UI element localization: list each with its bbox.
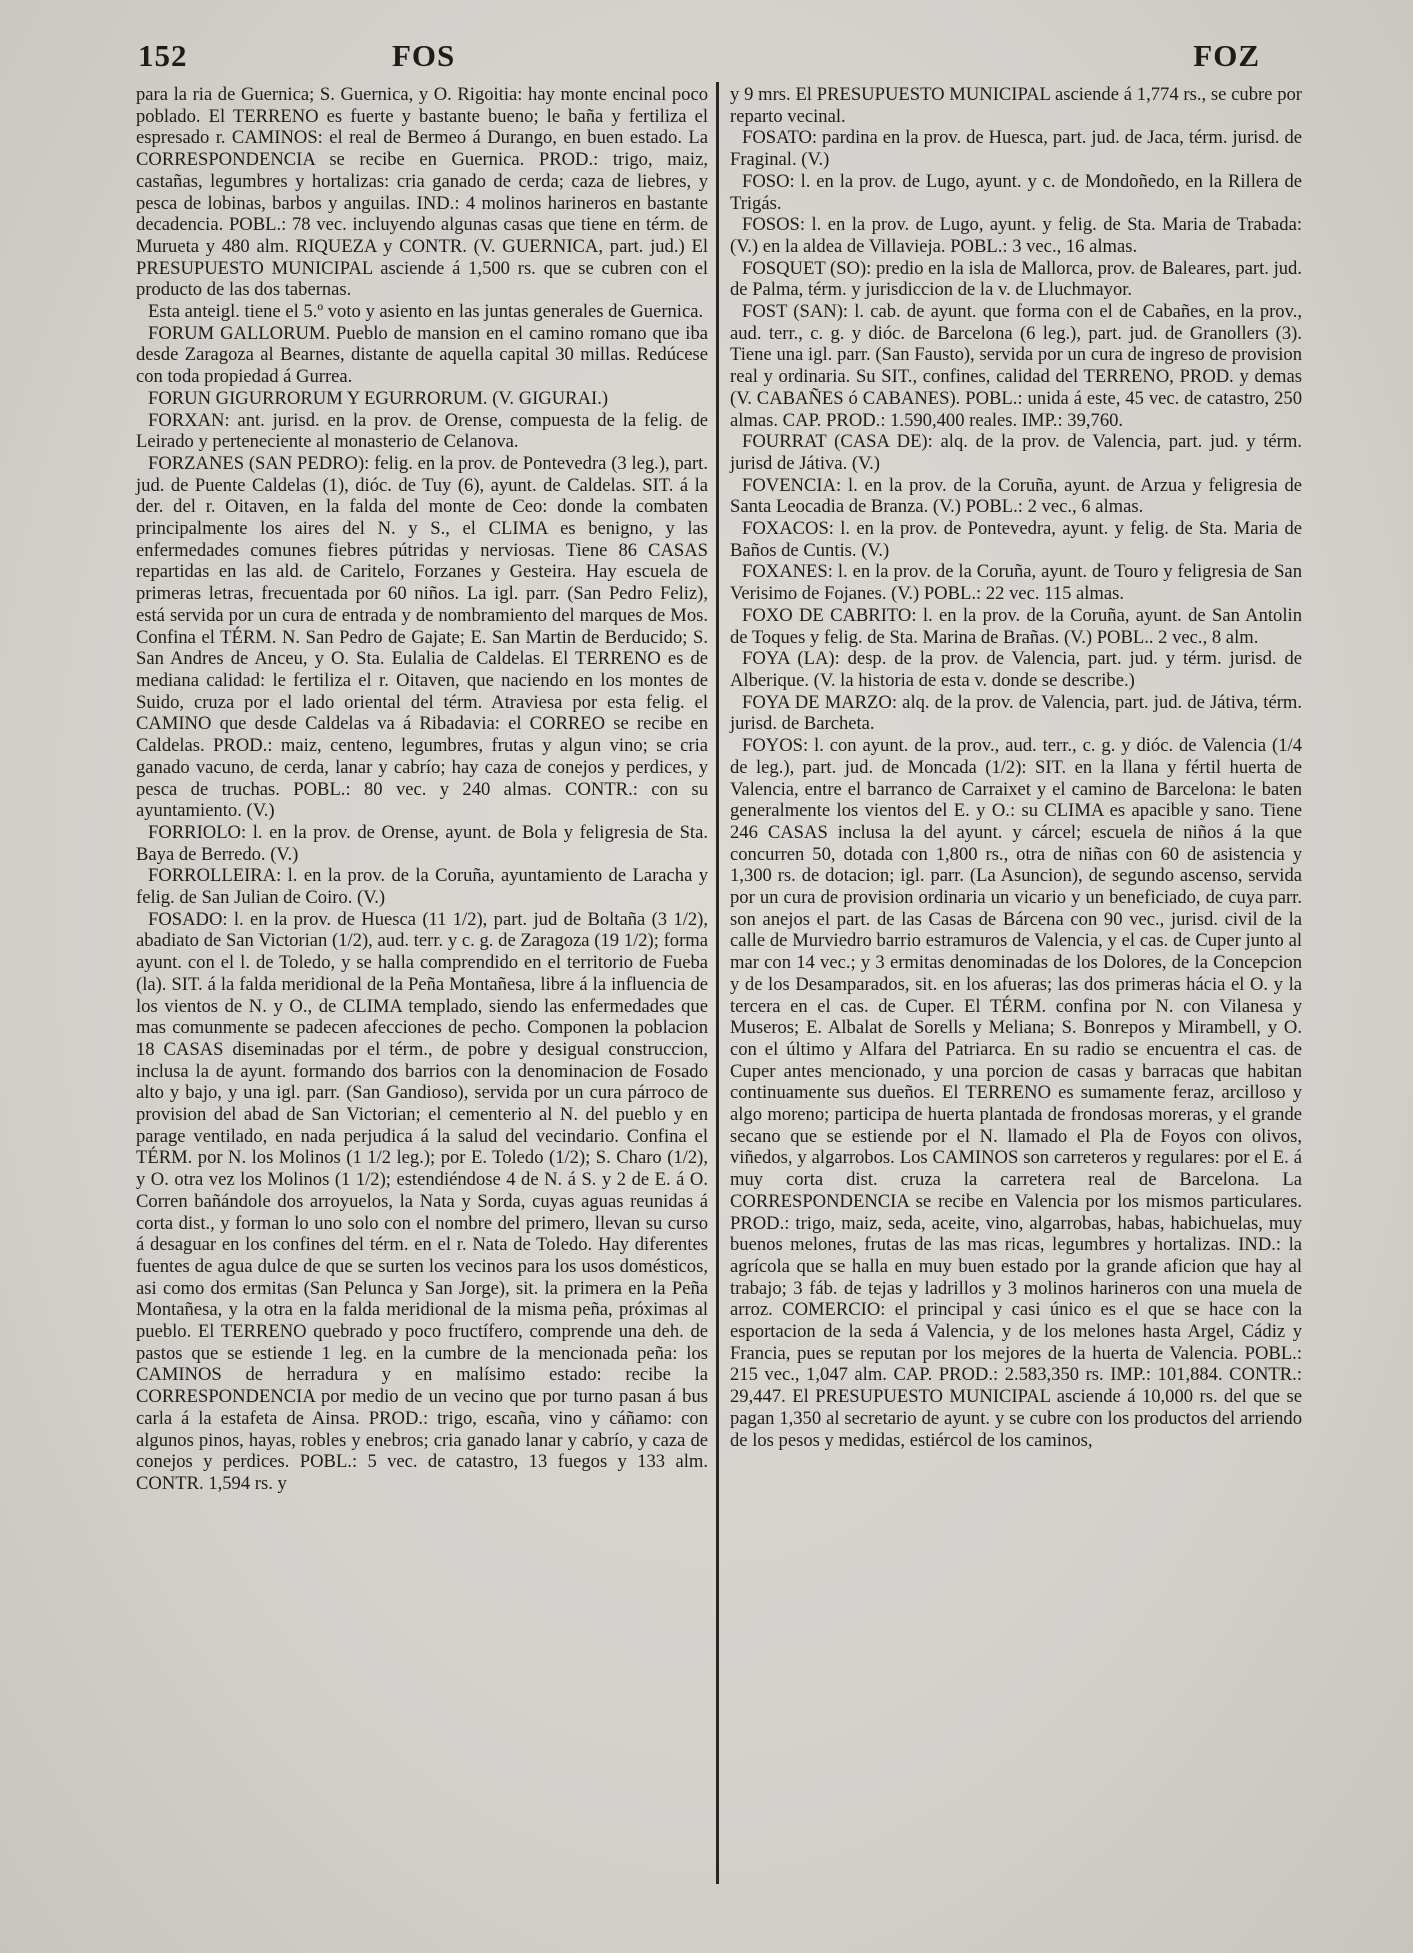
- entry-forriolo: FORRIOLO: l. en la prov. de Orense, ayunt. de Bola y feligresia de Sta. Baya de Berredo. (V.): [136, 821, 708, 865]
- entry-foya: FOYA (LA): desp. de la prov. de Valencia, part. jud. y térm. jurisd. de Alberique. (V. la historia de esta v. donde se describe.): [730, 648, 1302, 691]
- entry-fosquet: FOSQUET (SO): predio en la isla de Mallorca, prov. de Baleares, part. jud. de Palma, térm. y jurisdiccion de la v. de Lluchmayor.: [730, 257, 1302, 301]
- entry-forxan: FORXAN: ant. jurisd. en la prov. de Orense, compuesta de la felig. de Leirado y perteneciente al monasterio de Celanova.: [136, 409, 708, 453]
- entry-forun-gigurrorum: FORUN GIGURRORUM Y EGURRORUM. (V. GIGURAI.): [148, 387, 609, 409]
- entry-foyos: FOYOS: l. con ayunt. de la prov., aud. terr., c. g. y dióc. de Valencia (1/4 de leg.), part. jud. de Moncada (1/2): SIT. en la llana y fértil huerta de Valencia, entre el barranco de Carraixet y el camino de Barcelona: le baten generalmente los vientos del E. y O.: su CLIMA es apacible y sano. Tiene 246 CASAS inclusa la del ayunt. y cárcel; escuela de niños á la que concurren 50, dotada con 1,800 rs., otra de niñas con 60 de asistencia y 1,300 rs. de dotacion; igl. parr. (La Asuncion), de segundo ascenso, servida por un cura de provision ordinaria un vicario y un beneficiado, de cuya parr. son anejos el part. de las Casas de Bárcena con 90 vec., jurisd. civil de la calle de Murviedro barrio estramuros de Valencia, y el cas. de Cuper junto al mar con 14 vec.; y 3 ermitas denominadas de los Dolores, de la Concepcion y de los Desamparados, sit. en los afueras; las dos primeras hácia el O. y la tercera en el cas. de Cuper. El TÉRM. confina por N. con Vilanesa y Museros; E. Albalat de Sorells y Meliana; S. Bonrepos y Mirambell, y O. con el último y Alfara del Patriarca. En su radio se encuentra el cas. de Cuper antes mencionado, y una porcion de casas y barracas que habitan continuamente sus dueños. El TERRENO es sumamente feraz, arcilloso y algo moreno; participa de huerta plantada de frondosas moreras, y el grande secano que se estiende por el N. llamado el Pla de Foyos con olivos, viñedos, y algarrobos. Los CAMINOS son carreteros y regulares: por el E. á muy corta dist. cruza la carretera real de Barcelona. La CORRESPONDENCIA se recibe en Valencia por los mismos particulares. PROD.: trigo, maiz, seda, aceite, vino, algarrobas, habas, habichuelas, muy buenos melones, frutas de las mas ricas, legumbres y hortalizas. IND.: la agrícola que se halla en muy buen estado por la grande aficion que hay al trabajo; 3 fáb. de tejas y ladrillos y 3 molinos harineros con una muela de arroz. COMERCIO: el principal y casi único es el que se hace con la esportacion de la seda á Valencia, y de los melones hasta Argel, Cádiz y Francia, pues se reputan por los mejores de la huerta de Valencia. POBL.: 215 vec., 1,047 alm. CAP. PROD.: 2.583,350 rs. IMP.: 101,884. CONTR.: 29,447. El PRESUPUESTO MUNICIPAL asciende á 10,000 rs. del que se pagan 1,350 al secretario de ayunt. y se cubre con los productos del arriendo de los pesos y medidas, estiércol de los caminos,: [730, 735, 1302, 1451]
- right-running-heading: FOZ: [1193, 38, 1260, 73]
- entry-foxanes: FOXANES: l. en la prov. de la Coruña, ayunt. de Touro y feligresia de San Verisimo de Fojanes. (V.) POBL.: 22 vec. 115 almas.: [730, 561, 1302, 605]
- entry-foxo-de-cabrito: FOXO DE CABRITO: l. en la prov. de la Coruña, ayunt. de San Antolin de Toques y felig. de Sta. Marina de Brañas. (V.) POBL.. 2 vec., 8 alm.: [730, 604, 1302, 648]
- entry-fosos: FOSOS: l. en la prov. de Lugo, ayunt. y felig. de Sta. Maria de Trabada: (V.) en la aldea de Villavieja. POBL.: 3 vec., 16 almas.: [730, 214, 1302, 257]
- paragraph: Esta anteigl. tiene el 5.º voto y asiento en las juntas generales de Guernica.: [148, 301, 704, 323]
- entry-fovencia: FOVENCIA: l. en la prov. de la Coruña, ayunt. de Arzua y feligresia de Santa Leocadia de Branza. (V.) POBL.: 2 vec., 6 almas.: [730, 474, 1302, 518]
- entry-foso: FOSO: l. en la prov. de Lugo, ayunt. y c. de Mondoñedo, en la Rillera de Trigás.: [730, 170, 1302, 214]
- column-divider: [716, 82, 719, 1884]
- entry-fourrat: FOURRAT (CASA DE): alq. de la prov. de Valencia, part. jud. y térm. jurisd de Játiva. (V.): [730, 431, 1302, 474]
- right-column: [730, 84, 1302, 1451]
- entry-forzanes: FORZANES (SAN PEDRO): felig. en la prov. de Pontevedra (3 leg.), part. jud. de Puente Caldelas (1), dióc. de Tuy (6), ayunt. de Caldelas. SIT. á la der. del r. Oitaven, en la falda del monte de Ceo: donde la combaten principalmente los aires del N. y S., el CLIMA es benigno, y las enfermedades comunes fiebres pútridas y nerviosas. Tiene 86 CASAS repartidas en las ald. de Caritelo, Forzanes y Gesteira. Hay escuela de primeras letras, frecuentada por 60 niños. La igl. parr. (San Pedro Feliz), está servida por un cura de entrada y de nombramiento del marques de Mos. Confina el TÉRM. N. San Pedro de Gajate; E. San Martin de Berducido; S. San Andres de Anceu, y O. Sta. Eulalia de Caldelas. El TERRENO es de mediana calidad: le fertiliza el r. Oitaven, que naciendo en los montes de Suido, cruza por el lado oriental del térm. Atraviesa por esta felig. el CAMINO que desde Caldelas va á Ribadavia: el CORREO se recibe en Caldelas. PROD.: maiz, centeno, legumbres, frutas y algun vino; se cria ganado vacuno, de cerda, lanar y cabrío; hay caza de conejos y perdices, y pesca de truchas. POBL.: 80 vec. y 240 almas. CONTR.: con su ayuntamiento. (V.): [136, 452, 708, 822]
- page-header: [130, 38, 1290, 84]
- paragraph: y 9 mrs. El PRESUPUESTO MUNICIPAL asciende á 1,774 rs., se cubre por reparto vecinal.: [730, 84, 1302, 127]
- entry-foya-de-marzo: FOYA DE MARZO: alq. de la prov. de Valencia, part. jud. de Játiva, térm. jurisd. de Barcheta.: [730, 691, 1302, 735]
- entry-forrolleira: FORROLLEIRA: l. en la prov. de la Coruña, ayuntamiento de Laracha y felig. de San Julian de Coiro. (V.): [136, 865, 708, 909]
- left-column: [136, 84, 708, 1495]
- entry-fosato: FOSATO: pardina en la prov. de Huesca, part. jud. de Jaca, térm. jurisd. de Fraginal. (V.): [730, 127, 1302, 171]
- entry-forum-gallorum: FORUM GALLORUM. Pueblo de mansion en el camino romano que iba desde Zaragoza al Bearnes, distante de aquella capital 30 millas. Redúcese con toda propiedad á Gurrea.: [136, 322, 708, 388]
- entry-fost: FOST (SAN): l. cab. de ayunt. que forma con el de Cabañes, en la prov., aud. terr., c. g. y dióc. de Barcelona (6 leg.), part. jud. de Granollers (3). Tiene una igl. parr. (San Fausto), servida por un cura de ingreso de provision real y ordinaria. Su SIT., confines, calidad del TERRENO, PROD. y demas (V. CABAÑES ó CABANES). POBL.: unida á este, 45 vec. de catastro, 250 almas. CAP. PROD.: 1.590,400 reales. IMP.: 39,760.: [730, 301, 1302, 431]
- page-number: 152: [138, 38, 188, 73]
- entry-foxacos: FOXACOS: l. en la prov. de Pontevedra, ayunt. y felig. de Sta. Maria de Baños de Cuntis. (V.): [730, 518, 1302, 561]
- paragraph: para la ria de Guernica; S. Guernica, y O. Rigoitia: hay monte encinal poco poblado. El TERRENO es fuerte y bastante bueno; le baña y fertiliza el espresado r. CAMINOS: el real de Bermeo á Durango, en buen estado. La CORRESPONDENCIA se recibe en Guernica. PROD.: trigo, maiz, castañas, legumbres y hortalizas: cria ganado de cerda; caza de liebres, y pesca de lobinas, barbos y anguilas. IND.: 4 molinos harineros en bastante decadencia. POBL.: 78 vec. incluyendo algunas casas que tiene en térm. de Murueta y 480 alm. RIQUEZA y CONTR. (V. GUERNICA, part. jud.) El PRESUPUESTO MUNICIPAL asciende á 1,500 rs. que se cubren con el producto de las dos tabernas.: [136, 84, 708, 301]
- left-running-heading: FOS: [392, 38, 456, 73]
- entry-fosado: FOSADO: l. en la prov. de Huesca (11 1/2), part. jud de Boltaña (3 1/2), abadiato de San Victorian (1/2), aud. terr. y c. g. de Zaragoza (19 1/2); forma ayunt. con el l. de Toledo, y se halla comprendido en el territorio de Fueba (la). SIT. á la falda meridional de la Peña Montañesa, libre á la influencia de los vientos de N. y O., de CLIMA templado, siendo las enfermedades que mas comunmente se padecen afecciones de pecho. Componen la poblacion 18 CASAS diseminadas por el térm., de pobre y desigual construccion, inclusa la de ayunt. formando dos barrios con la denominacion de Fosado alto y bajo, y una igl. parr. (San Gandioso), servida por un cura párroco de provision del abad de San Victorian; el cementerio al N. del pueblo y en parage ventilado, en nada perjudica á la salud del vecindario. Confina el TÉRM. por N. los Molinos (1 1/2 leg.); por E. Toledo (1/2); S. Charo (1/2), y O. otra vez los Molinos (1 1/2); estendiéndose 4 de N. á S. y 2 de E. á O. Corren bañándole dos arroyuelos, la Nata y Sorda, cuyas aguas reunidas á corta dist., y forman lo uno solo con el nombre del primero, llevan su curso á desaguar en los confines del térm. en el r. Nata de Toledo. Hay diferentes fuentes de agua dulce de que se surten los vecinos para los usos domésticos, asi como dos ermitas (San Pelunca y San Jorge), sit. la primera en la Peña Montañesa, y la otra en la falda meridional de la misma peña, próximas al pueblo. El TERRENO quebrado y poco fructífero, comprende una deh. de pastos que se estiende 1 leg. en la cumbre de la mencionada peña: los CAMINOS de herradura y en malísimo estado: recibe la CORRESPONDENCIA por medio de un vecino que por turno pasan á bus carla á la estafeta de Ainsa. PROD.: trigo, escaña, vino y cáñamo: con algunos pinos, hayas, robles y enebros; cria ganado lanar y cabrío, y caza de conejos y perdices. POBL.: 5 vec. de catastro, 13 fuegos y 133 alm. CONTR. 1,594 rs. y: [136, 908, 708, 1494]
